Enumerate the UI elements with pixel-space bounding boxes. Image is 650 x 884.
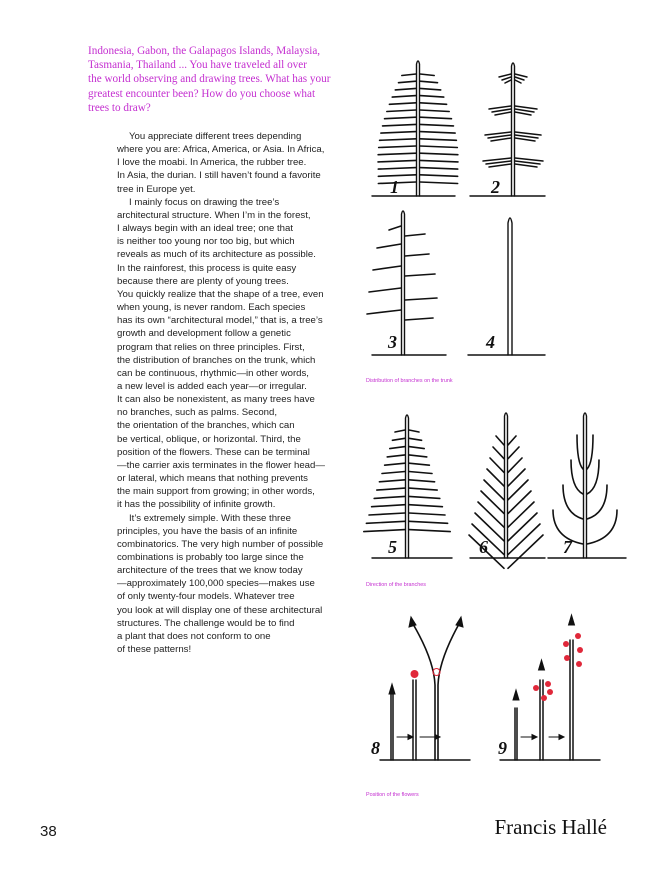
tree-6-branch-left <box>493 447 504 459</box>
tree-6-branch-right <box>508 469 525 486</box>
flower-bud <box>547 689 553 695</box>
tree-3-trunk <box>402 211 405 355</box>
flower-bud <box>576 661 582 667</box>
tree-1-branch-right <box>420 124 453 126</box>
tree-2-branch-left <box>485 132 511 135</box>
tree-3-branch-left <box>367 310 401 314</box>
tree-2-branch-right <box>515 77 524 80</box>
tree-2-branch-left <box>492 109 511 112</box>
tree-5-trunk <box>406 415 409 558</box>
tree-2-branch-right <box>515 106 537 109</box>
tree-2-branch-right <box>515 132 541 135</box>
tree-1-branch-left <box>379 146 416 148</box>
tree-1-branch-right <box>420 74 434 76</box>
tree-1-branch-right <box>420 153 458 155</box>
flower-bud <box>577 647 583 653</box>
tree-5-branch-right <box>409 455 427 457</box>
tree-5-branch-right <box>409 480 435 482</box>
arrow-head <box>513 690 519 700</box>
tree-1-branch-left <box>378 160 416 162</box>
flower-bud <box>541 695 547 701</box>
tree-2-branch-left <box>486 161 511 164</box>
tree-1-branch-right <box>420 182 458 184</box>
tree-5-branch-right <box>409 488 437 490</box>
tree-3-branch-right <box>405 234 425 236</box>
tree-3-branch-left <box>369 288 401 292</box>
tree-3-branch-left <box>373 266 401 270</box>
tree-1-branch-left <box>392 96 416 98</box>
tree-2-trunk <box>512 63 515 196</box>
tree-6-branch-right <box>508 513 537 541</box>
figure-number-1: 1 <box>390 177 399 197</box>
tree-5-branch-left <box>364 530 405 532</box>
tree-2-branch-left <box>489 106 511 109</box>
tree-5-branch-left <box>377 488 405 490</box>
tree-2-branch-right <box>515 135 538 138</box>
tree-2-branch-right <box>515 164 537 167</box>
tree-6-branch-left <box>487 469 504 486</box>
caption-direction: Direction of the branches <box>366 582 426 588</box>
flower-bud <box>564 655 570 661</box>
tree-2-branch-right <box>515 161 540 164</box>
tree-1-branch-right <box>420 175 458 177</box>
tree-7-branch-left <box>577 435 583 469</box>
paragraph-2: I mainly focus on drawing the tree’s architectural structure. When I’m in the forest, I always begin with an ideal tree; one that is neither too young nor too big, but which reveals as much of its architecture as possible. In the rainforest, this process is quite easy because there are plenty of young trees. You quickly realize that the shape of a tree, even when young, is never random. Each species has its own “architectural model,” that is, a tree’s growth and development follow a genetic program that relies on three principles. First, the distribution of branches on the trunk, which can be continuous, rhythmic—in other words, a new level is added each year—or irregular. It can also be nonexistent, as many trees have no branches, such as palms. Second, the orientation of the branches, which can be vertical, oblique, or horizontal. Third, the position of the flowers. These can be terminal —the carrier axis terminates in the flower head— or lateral, which means that nothing prevents the main support from growing; in other words, it has the possibility of infinite growth. <box>117 196 325 511</box>
tree-5-branch-left <box>372 505 405 507</box>
tree-5-branch-right <box>409 447 424 449</box>
arrow-head <box>409 617 416 627</box>
tree-2-branch-right <box>515 109 534 112</box>
tree-5-branch-left <box>369 513 405 515</box>
caption-distribution: Distribution of branches on the trunk <box>366 378 453 384</box>
tree-3-branch-right <box>405 274 435 276</box>
tree-5-branch-left <box>387 455 405 457</box>
tree-1-branch-left <box>387 110 416 112</box>
tree-1-branch-right <box>420 96 444 98</box>
tree-7-branch-right <box>587 485 607 519</box>
tree-3-branch-right <box>405 298 437 300</box>
tree-1-branch-right <box>420 146 457 148</box>
figure-number-9: 9 <box>498 738 507 758</box>
tree-5-branch-right <box>409 438 422 440</box>
tree-5-branch-left <box>392 438 405 440</box>
tree-1-branch-left <box>380 139 416 141</box>
tree-architecture-figures <box>360 0 650 800</box>
figure-number-2: 2 <box>491 177 500 197</box>
tree-6-branch-right <box>508 524 540 555</box>
tree-1-branch-left <box>381 132 416 134</box>
tree-5-branch-left <box>366 521 405 523</box>
arrow-head <box>539 660 545 670</box>
tree-2-branch-left <box>502 77 511 80</box>
tree-2-branch-left <box>488 135 511 138</box>
tree-6-branch-left <box>490 458 504 472</box>
tree-6-branch-right <box>508 458 522 472</box>
tree-1-branch-right <box>420 81 438 83</box>
tree-6-branch-right <box>508 491 531 514</box>
paragraph-3: It’s extremely simple. With these three principles, you have the basis of an infinite combinatorics. The very high number of possible combinations is probably too large since the architecture of the trees that we know today —approximately 100,000 species—makes use of only twenty-four models. Whatever tree you look at will display one of these architectural structures. The challenge would be to find a plant that does not conform to one of these patterns! <box>117 512 324 656</box>
tree-3-branch-right <box>405 318 433 320</box>
tree-6-branch-right <box>508 436 516 445</box>
tree-1-branch-right <box>420 168 458 170</box>
fig-8-fork-right <box>438 624 459 760</box>
tree-6-branch-left <box>472 524 504 555</box>
tree-7-branch-right <box>587 435 593 469</box>
arrow-head <box>532 735 537 740</box>
tree-2-branch-left <box>495 112 511 115</box>
arrow-head <box>559 735 564 740</box>
tree-6-branch-left <box>478 502 504 527</box>
tree-2-branch-left <box>505 80 511 83</box>
tree-3-branch-right <box>405 254 429 256</box>
tree-1-branch-left <box>395 88 416 90</box>
flower-bud <box>563 641 569 647</box>
tree-6-branch-left <box>496 436 504 445</box>
arrow-head <box>389 684 395 694</box>
tree-1-branch-left <box>383 124 416 126</box>
tree-2-branch-right <box>515 112 531 115</box>
tree-6-branch-right <box>508 447 519 459</box>
tree-5-branch-left <box>382 472 405 474</box>
tree-1-branch-right <box>420 88 441 90</box>
tree-7-branch-right <box>587 510 617 544</box>
page-number: 38 <box>40 823 57 840</box>
tree-1-branch-right <box>420 139 456 141</box>
tree-2-branch-right <box>515 80 521 83</box>
figure-number-8: 8 <box>371 738 380 758</box>
tree-5-branch-right <box>409 530 450 532</box>
tree-1-branch-left <box>402 74 416 76</box>
tree-3-branch-left <box>389 226 401 230</box>
tree-1-branch-right <box>420 103 447 105</box>
tree-7-trunk <box>584 413 587 558</box>
tree-1-branch-left <box>385 117 416 119</box>
figure-number-3: 3 <box>388 332 397 352</box>
flower-bud <box>533 685 539 691</box>
tree-6-trunk <box>505 413 508 558</box>
tree-2-branch-left <box>491 138 511 141</box>
tree-5-branch-right <box>409 513 445 515</box>
tree-1-branch-right <box>420 132 455 134</box>
tree-5-branch-left <box>390 447 405 449</box>
tree-1-trunk <box>417 61 420 196</box>
arrow-head <box>569 615 575 625</box>
tree-6-branch-right <box>508 535 543 568</box>
tree-1-branch-right <box>420 160 458 162</box>
tree-6-branch-left <box>481 491 504 514</box>
arrow-head <box>456 617 463 627</box>
tree-1-branch-left <box>398 81 416 83</box>
tree-5-branch-right <box>409 505 442 507</box>
tree-1-branch-left <box>378 153 416 155</box>
tree-2-branch-right <box>515 158 543 161</box>
tree-1-branch-left <box>389 103 416 105</box>
flower-bud <box>575 633 581 639</box>
figure-number-5: 5 <box>388 537 397 557</box>
tree-1-branch-right <box>420 117 451 119</box>
tree-5-branch-left <box>395 430 405 432</box>
tree-5-branch-left <box>379 480 405 482</box>
tree-7-branch-left <box>563 485 583 519</box>
tree-1-branch-left <box>378 168 416 170</box>
tree-2-branch-right <box>515 138 535 141</box>
flower-bud <box>545 681 551 687</box>
flower-bud <box>411 670 419 678</box>
tree-1-branch-right <box>420 110 449 112</box>
tree-3-branch-left <box>377 244 401 248</box>
tree-5-branch-left <box>385 463 405 465</box>
interview-question: Indonesia, Gabon, the Galapagos Islands, Malaysia, Tasmania, Thailand ... You have traveled all over the world observing and drawing trees. What has your greatest encounter been? How do you choose what trees to draw? <box>88 45 331 114</box>
tree-2-branch-left <box>499 74 511 77</box>
tree-5-branch-right <box>409 430 419 432</box>
figure-number-6: 6 <box>479 537 488 557</box>
tree-5-branch-left <box>374 496 405 498</box>
paragraph-1: You appreciate different trees depending where you are: Africa, America, or Asia. In Africa, I love the moabi. In America, the rubber tree. In Asia, the durian. I still haven’t found a favorite tree in Europe yet. <box>117 131 325 195</box>
caption-flowers: Position of the flowers <box>366 792 419 798</box>
tree-5-branch-right <box>409 521 448 523</box>
answer-text <box>117 130 357 656</box>
tree-5-branch-right <box>409 472 432 474</box>
tree-5-branch-right <box>409 496 440 498</box>
tree-2-branch-right <box>515 74 527 77</box>
figure-number-7: 7 <box>563 537 572 557</box>
author-name: Francis Hallé <box>494 815 607 839</box>
tree-4-trunk <box>508 218 512 355</box>
figure-number-4: 4 <box>486 332 495 352</box>
tree-2-branch-left <box>483 158 511 161</box>
tree-6-branch-right <box>508 502 534 527</box>
tree-2-branch-left <box>489 164 511 167</box>
tree-5-branch-right <box>409 463 429 465</box>
